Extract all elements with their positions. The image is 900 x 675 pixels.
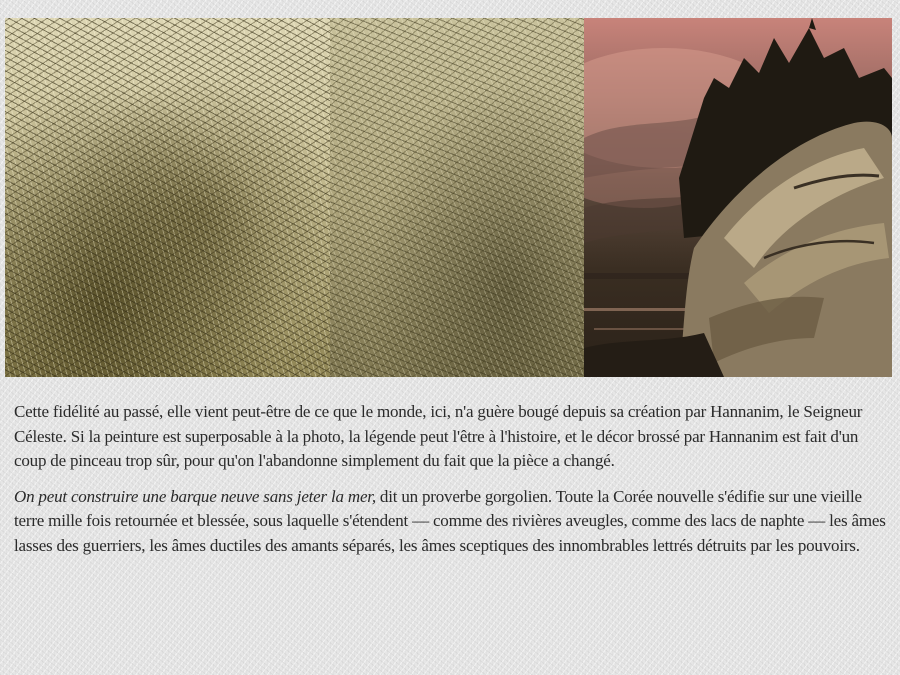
engraved-landscape-left-image: [5, 18, 330, 377]
paragraph-2-text: dit un proverbe gorgolien. Toute la Corée nouvelle s'édifie sur une vieille terre mille fois retournée et blessée, sous laquelle s'étendent — comme des rivières aveugles, comme des lacs de naphte — les âmes lasses des guerriers, les âmes ductiles des amants séparés, les âmes sceptiques des innombrables lettrés détruits par les pouvoirs.: [14, 486, 886, 555]
paragraph-2: [14, 485, 886, 559]
engraved-landscape-middle-image: [330, 18, 584, 377]
paragraph-1: [14, 400, 886, 474]
paragraph-1-text: Cette fidélité au passé, elle vient peut-être de ce que le monde, ici, n'a guère bougé depuis sa création par Hannanim, le Seigneur Céleste. Si la peinture est superposable à la photo, la légende peut l'être à l'histoire, et le décor brossé par Hannanim est fait d'un coup de pinceau trop sûr, pour qu'on l'abandonne simplement du fait que la pièce a changé.: [14, 402, 863, 470]
proverb-quote: On peut construire une barque neuve sans jeter la mer,: [14, 486, 376, 506]
rocky-coast-photo-image: [584, 18, 892, 377]
article-text: [14, 400, 886, 569]
header-image-banner: [5, 18, 892, 377]
